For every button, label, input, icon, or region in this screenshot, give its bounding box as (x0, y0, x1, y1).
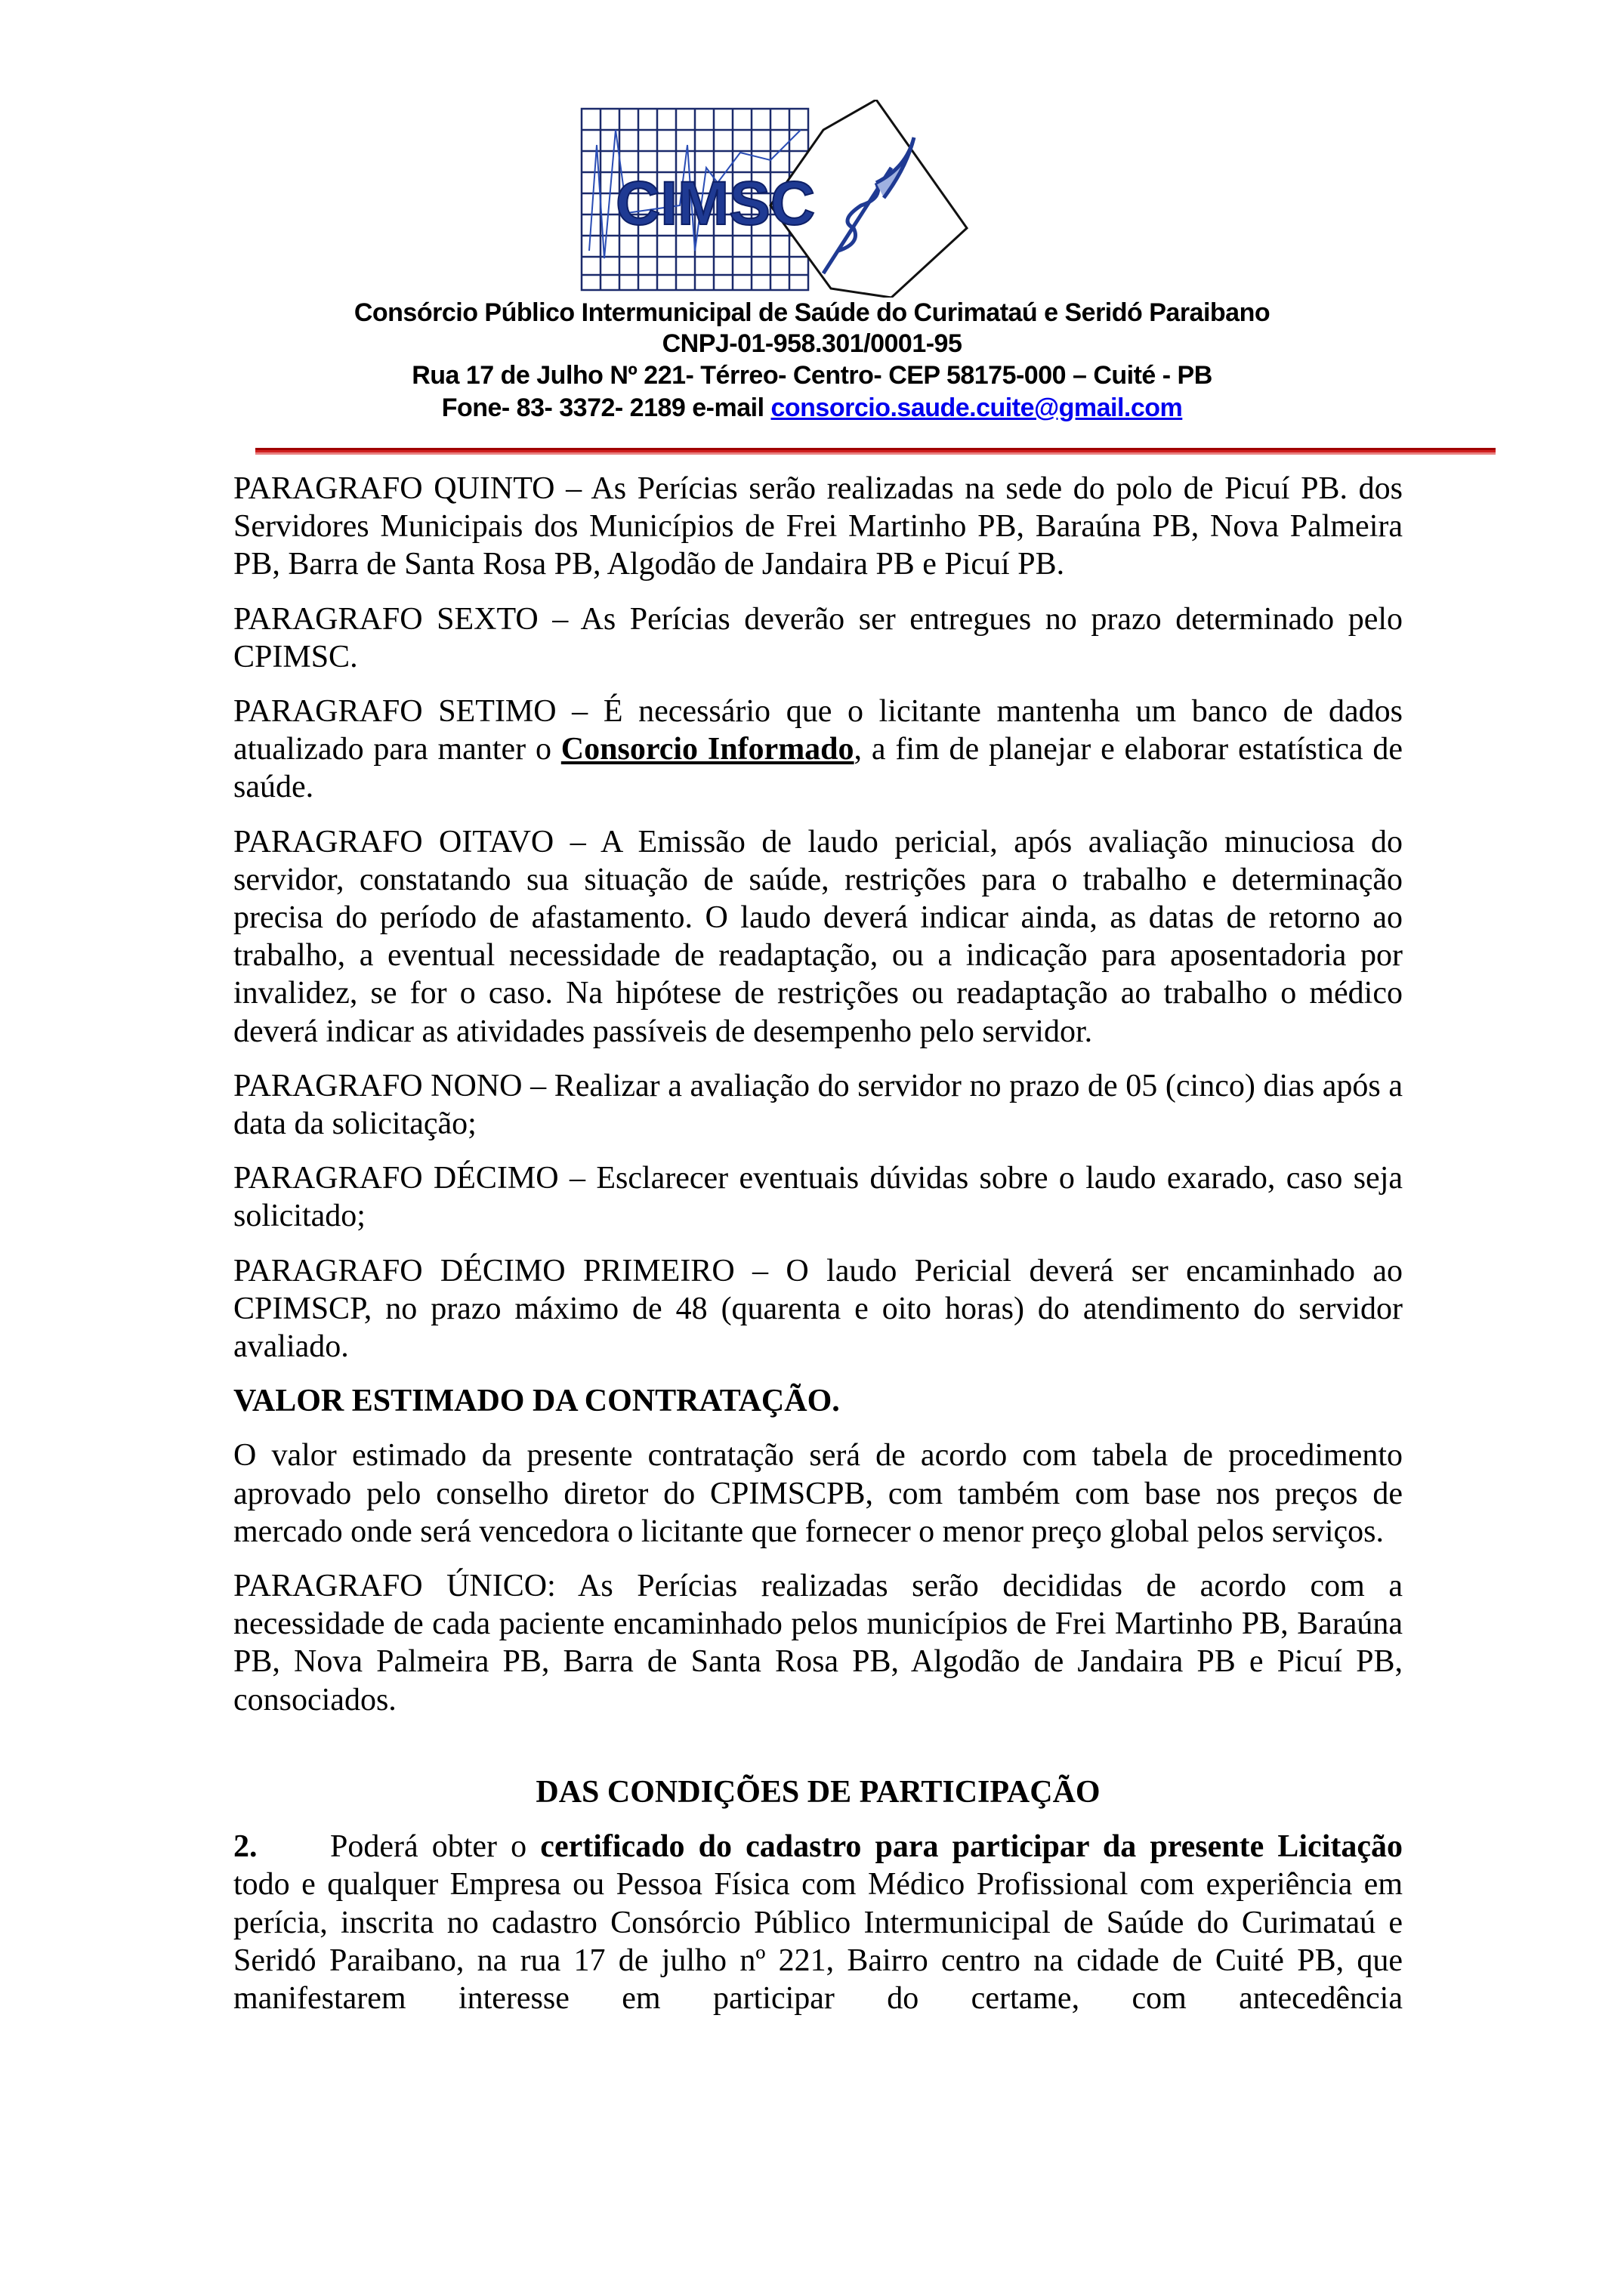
item-number: 2. (233, 1829, 258, 1865)
org-name: Consórcio Público Intermunicipal de Saúde do Curimataú e Seridó Paraibano (354, 298, 1270, 327)
item2-text-a: Poderá obter o (330, 1829, 541, 1865)
paragrafo-decimo-primeiro: PARAGRAFO DÉCIMO PRIMEIRO – O laudo Pericial deverá ser encaminhado ao CPIMSCP, no prazo máximo de 48 (quarenta e oito horas) do atendimento do servidor avaliado. (233, 1253, 1403, 1365)
item2-text-b: todo e qualquer Empresa ou Pessoa Física com Médico Profissional com experiência em perícia, inscrita no cadastro Consórcio Público Intermunicipal de Saúde do Curimataú e Seridó Paraibano, na rua 17 de julho nº 221, Bairro centro na cidade de Cuité PB, que manifestarem interesse em participar do certame, com antecedência (233, 1867, 1403, 2016)
document-body (233, 470, 1403, 2034)
setimo-text-a: PARAGRAFO SETIMO – É necessário que o licitante mantenha um banco de dados atualizado para manter o (233, 694, 1403, 767)
phone-text: Fone- 83- 3372- 2189 e-mail (441, 393, 771, 422)
paragrafo-oitavo: PARAGRAFO OITAVO – A Emissão de laudo pericial, após avaliação minuciosa do servidor, constatando sua situação de saúde, restrições para o trabalho e determinação precisa do período de afastamento. O laudo deverá indicar ainda, as datas de retorno ao trabalho, a eventual necessidade de readaptação, ou a indicação para aposentadoria por invalidez, se for o caso. Na hipótese de restrições ou readaptação ao trabalho o médico deverá indicar as atividades passíveis de desempenho pelo servidor. (233, 824, 1403, 1049)
paragrafo-decimo: PARAGRAFO DÉCIMO – Esclarecer eventuais dúvidas sobre o laudo exarado, caso seja solicitado; (233, 1161, 1403, 1234)
paragrafo-sexto: PARAGRAFO SEXTO – As Perícias deverão ser entregues no prazo determinado pelo CPIMSC. (233, 601, 1403, 674)
valor-estimado-heading: VALOR ESTIMADO DA CONTRATAÇÃO. (233, 1384, 840, 1419)
item2-bold: certificado do cadastro para participar da presente Licitação (540, 1829, 1403, 1865)
setimo-text-b: , a fim de planejar e elaborar estatística de saúde. (233, 732, 1403, 805)
email-link[interactable]: consorcio.saude.cuite@gmail.com (770, 393, 1183, 422)
logo-text: CIMSC (616, 169, 816, 238)
paragrafo-setimo (233, 693, 1403, 807)
address: Rua 17 de Julho Nº 221- Térreo- Centro- CEP 58175-000 – Cuité - PB (412, 361, 1212, 390)
header-divider (255, 448, 1496, 455)
item-2 (233, 1828, 1403, 2017)
contact-line (0, 392, 1624, 424)
paragrafo-nono: PARAGRAFO NONO – Realizar a avaliação do servidor no prazo de 05 (cinco) dias após a data da solicitação; (233, 1068, 1403, 1142)
condicoes-heading: DAS CONDIÇÕES DE PARTICIPAÇÃO (536, 1774, 1101, 1810)
consorcio-informado: Consorcio Informado (560, 732, 854, 767)
cnpj: CNPJ-01-958.301/0001-95 (662, 329, 962, 358)
paragrafo-unico: PARAGRAFO ÚNICO: As Perícias realizadas serão decididas de acordo com a necessidade de cada paciente encaminhado pelos municípios de Frei Martinho PB, Baraúna PB, Nova Palmeira PB, Barra de Santa Rosa PB, Algodão de Jandaira PB e Picuí PB, consociados. (233, 1569, 1403, 1717)
cimsc-logo (574, 100, 1065, 298)
valor-estimado-text: O valor estimado da presente contratação será de acordo com tabela de procedimento aprovado pelo conselho diretor do CPIMSCPB, com também com base nos preços de mercado onde será vencedora o licitante que fornecer o menor preço global pelos serviços. (233, 1438, 1403, 1549)
paragrafo-quinto: PARAGRAFO QUINTO – As Perícias serão realizadas na sede do polo de Picuí PB. dos Servidores Municipais dos Municípios de Frei Martinho PB, Baraúna PB, Nova Palmeira PB, Barra de Santa Rosa PB, Algodão de Jandaira PB e Picuí PB. (233, 471, 1403, 582)
